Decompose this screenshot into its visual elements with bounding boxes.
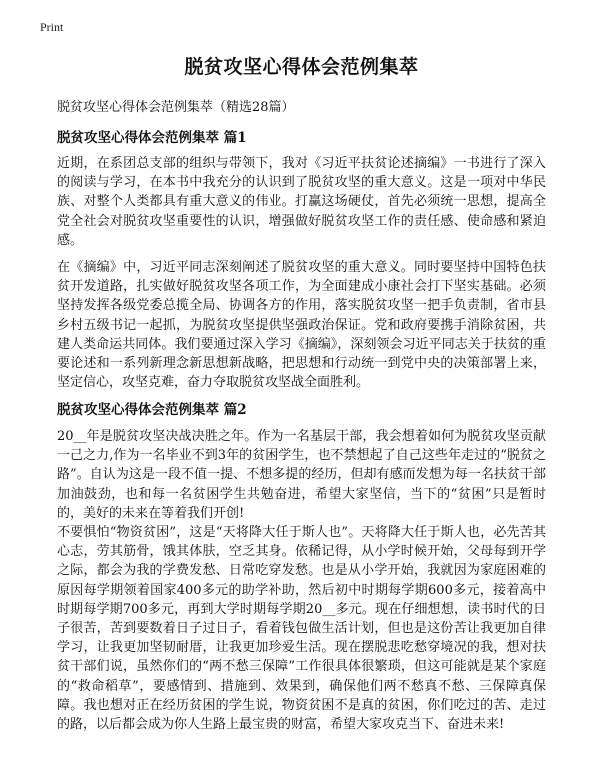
section-2-paragraph-2: 不要惧怕“物资贫困”，这是“天将降大任于斯人也”。天将降大任于斯人也，必先苦其心志，劳其筋骨，饿其体肤，空乏其身。依稀记得，从小学时候开始，父母每到开学之际，都会为我的学费发愁、日常吃穿发愁。也是从小学开始，我就因为家庭困难的原因每学期领着国家400多元的助学补助，然后初中时期每学期600多元，接着高中时期每学期700多元，再到大学时期每学期20__多元。现在仔细想想，读书时代的日子很苦，苦到要数着日子过日子，看着钱包做生活计划，但也是这份苦让我更加自律学习，让我更加坚韧耐厝，让我更加珍爱生活。现在摆脱悲吃愁穿境况的我，想对扶贫干部们说，虽然你们的“两不愁三保障”工作很具体很繁琐，但这可能就是某个家庭的“救命稻草”，要感情到、措施到、效果到，确保他们两不愁真不愁、三保障真保障。我也想对正在经历贫困的学生说，物资贫困不是真的贫困，你们吃过的苦、走过的路，以后都会成为你人生路上最宝贵的财富，希望大家攻克当下、奋进未来!	[57, 525, 546, 733]
section-1-paragraph-2: 在《摘编》中，习近平同志深刻阐述了脱贫攻坚的重大意义。同时要坚持中国特色扶贫开发道路，扎实做好脱贫攻坚各项工作，为全面建成小康社会打下坚实基础。必须坚持发挥各级党委总揽全局、协调各方的作用，落实脱贫攻坚一把手负责制，省市县乡村五级书记一起抓，为脱贫攻坚提供坚强政治保证。党和政府要携手消除贫困，共建人类命运共同体。我们要通过深入学习《摘编》，深刻领会习近平同志关于扶贫的重要论述和一系列新理念新思想新战略，把思想和行动统一到党中央的决策部署上来，坚定信心，攻坚克难，奋力夺取脱贫攻坚战全面胜利。	[57, 260, 546, 391]
section-heading-1: 脱贫攻坚心得体会范例集萃 篇1	[57, 130, 247, 146]
section-2-paragraph-1: 20__年是脱贫攻坚决战决胜之年。作为一名基层干部，我会想着如何为脱贫攻坚贡献一己之力,作为一名毕业不到3年的贫困学生，也不禁想起了自己这些年走过的“脱贫之路”。自认为这是一段不值一提、不想多提的经历，但却有感而发想为每一名扶贫干部加油鼓劲，也和每一名贫困学生共勉奋进，希望大家坚信，当下的“贫困”只是暂时的，美好的未来在等着我们开创!	[57, 429, 546, 521]
document-subtitle: 脱贫攻坚心得体会范例集萃（精选28篇）	[57, 100, 295, 115]
print-link[interactable]: Print	[40, 20, 64, 34]
section-heading-2: 脱贫攻坚心得体会范例集萃 篇2	[57, 402, 247, 418]
page-title: 脱贫攻坚心得体会范例集萃	[184, 56, 419, 78]
section-1-paragraph-1: 近期，在系团总支部的组织与带领下，我对《习近平扶贫论述摘编》一书进行了深入的阅读与学习，在本书中我充分的认识到了脱贫攻坚的重大意义。这是一项对中华民族、对整个人类都具有重大意义的伟业。打赢这场硬仗，首先必须统一思想，提高全党全社会对脱贫攻坚重要性的认识，增强做好脱贫攻坚工作的责任感、使命感和紧迫感。	[57, 156, 546, 248]
